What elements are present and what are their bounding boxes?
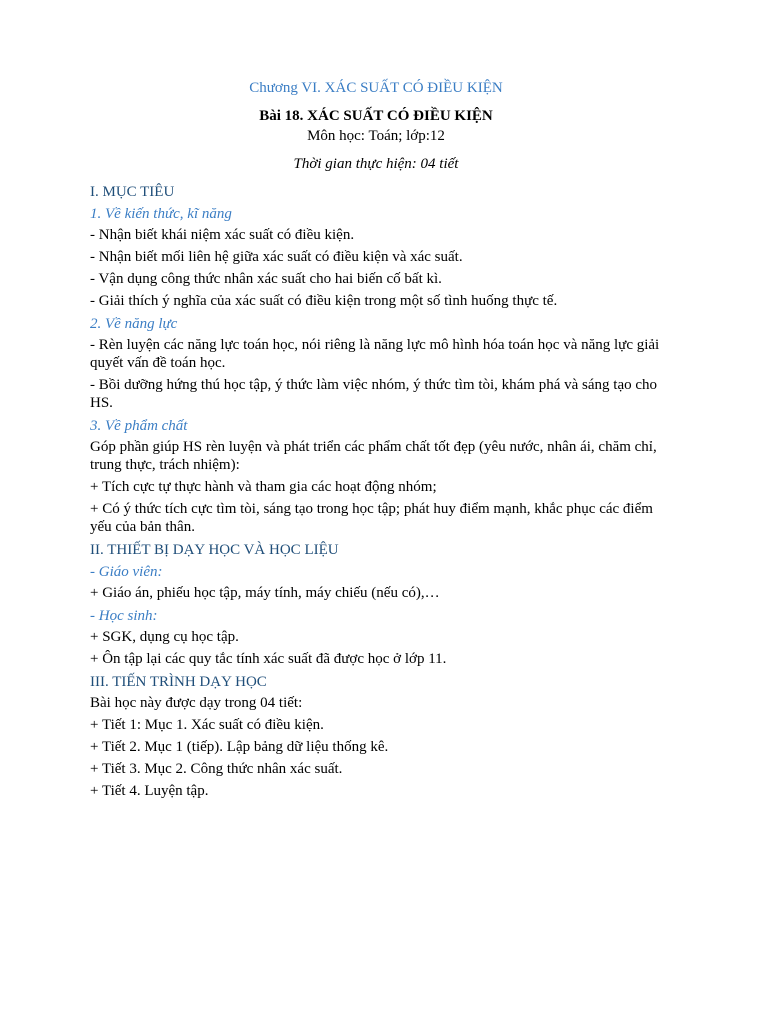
paragraph-line: + Tiết 3. Mục 2. Công thức nhân xác suất.	[90, 761, 343, 777]
paragraph-line: - Nhận biết mối liên hệ giữa xác suất có điều kiện và xác suất.	[90, 249, 463, 265]
duration-line: Thời gian thực hiện: 04 tiết	[293, 156, 459, 172]
paragraph-line: + Tiết 1: Mục 1. Xác suất có điều kiện.	[90, 717, 324, 733]
paragraph-line: - Nhận biết khái niệm xác suất có điều kiện.	[90, 227, 355, 243]
section-heading-objectives: I. MỤC TIÊU	[90, 184, 175, 200]
chapter-title: Chương VI. XÁC SUẤT CÓ ĐIỀU KIỆN	[249, 80, 503, 96]
paragraph-line: - Vận dụng công thức nhân xác suất cho hai biến cố bất kì.	[90, 271, 442, 287]
section-heading-equipment: II. THIẾT BỊ DẠY HỌC VÀ HỌC LIỆU	[90, 542, 339, 558]
paragraph-line: Góp phần giúp HS rèn luyện và phát triển các phẩm chất tốt đẹp (yêu nước, nhân ái, chăm chỉ, trung thực, trách nhiệm):	[90, 439, 657, 473]
paragraph-line: Bài học này được dạy trong 04 tiết:	[90, 695, 303, 711]
subheading-student: - Học sinh:	[90, 608, 158, 624]
subheading-teacher: - Giáo viên:	[90, 564, 163, 580]
lesson-title: Bài 18. XÁC SUẤT CÓ ĐIỀU KIỆN	[259, 108, 493, 124]
subject-line: Môn học: Toán; lớp:12	[307, 128, 445, 144]
paragraph-line: + SGK, dụng cụ học tập.	[90, 629, 239, 645]
subheading-competencies: 2. Về năng lực	[90, 316, 178, 332]
subheading-qualities: 3. Về phẩm chất	[90, 418, 188, 434]
paragraph-line: - Bồi dưỡng hứng thú học tập, ý thức làm việc nhóm, ý thức tìm tòi, khám phá và sáng tạo cho HS.	[90, 377, 658, 411]
paragraph-line: - Giải thích ý nghĩa của xác suất có điều kiện trong một số tình huống thực tế.	[90, 293, 558, 309]
section-heading-procedure: III. TIẾN TRÌNH DẠY HỌC	[90, 674, 267, 690]
subheading-knowledge-skills: 1. Về kiến thức, kĩ năng	[90, 206, 232, 222]
paragraph-line: + Tích cực tự thực hành và tham gia các hoạt động nhóm;	[90, 479, 437, 495]
paragraph-line: + Tiết 2. Mục 1 (tiếp). Lập bảng dữ liệu thống kê.	[90, 739, 389, 755]
paragraph-line: + Tiết 4. Luyện tập.	[90, 783, 209, 799]
paragraph-line: + Ôn tập lại các quy tắc tính xác suất đã được học ở lớp 11.	[90, 651, 447, 667]
paragraph-line: + Giáo án, phiếu học tập, máy tính, máy chiếu (nếu có),…	[90, 585, 440, 601]
paragraph-line: + Có ý thức tích cực tìm tòi, sáng tạo trong học tập; phát huy điểm mạnh, khắc phục các điểm yếu của bản thân.	[90, 501, 653, 535]
paragraph-line: - Rèn luyện các năng lực toán học, nói riêng là năng lực mô hình hóa toán học và năng lực giải quyết vấn đề toán học.	[90, 337, 660, 371]
